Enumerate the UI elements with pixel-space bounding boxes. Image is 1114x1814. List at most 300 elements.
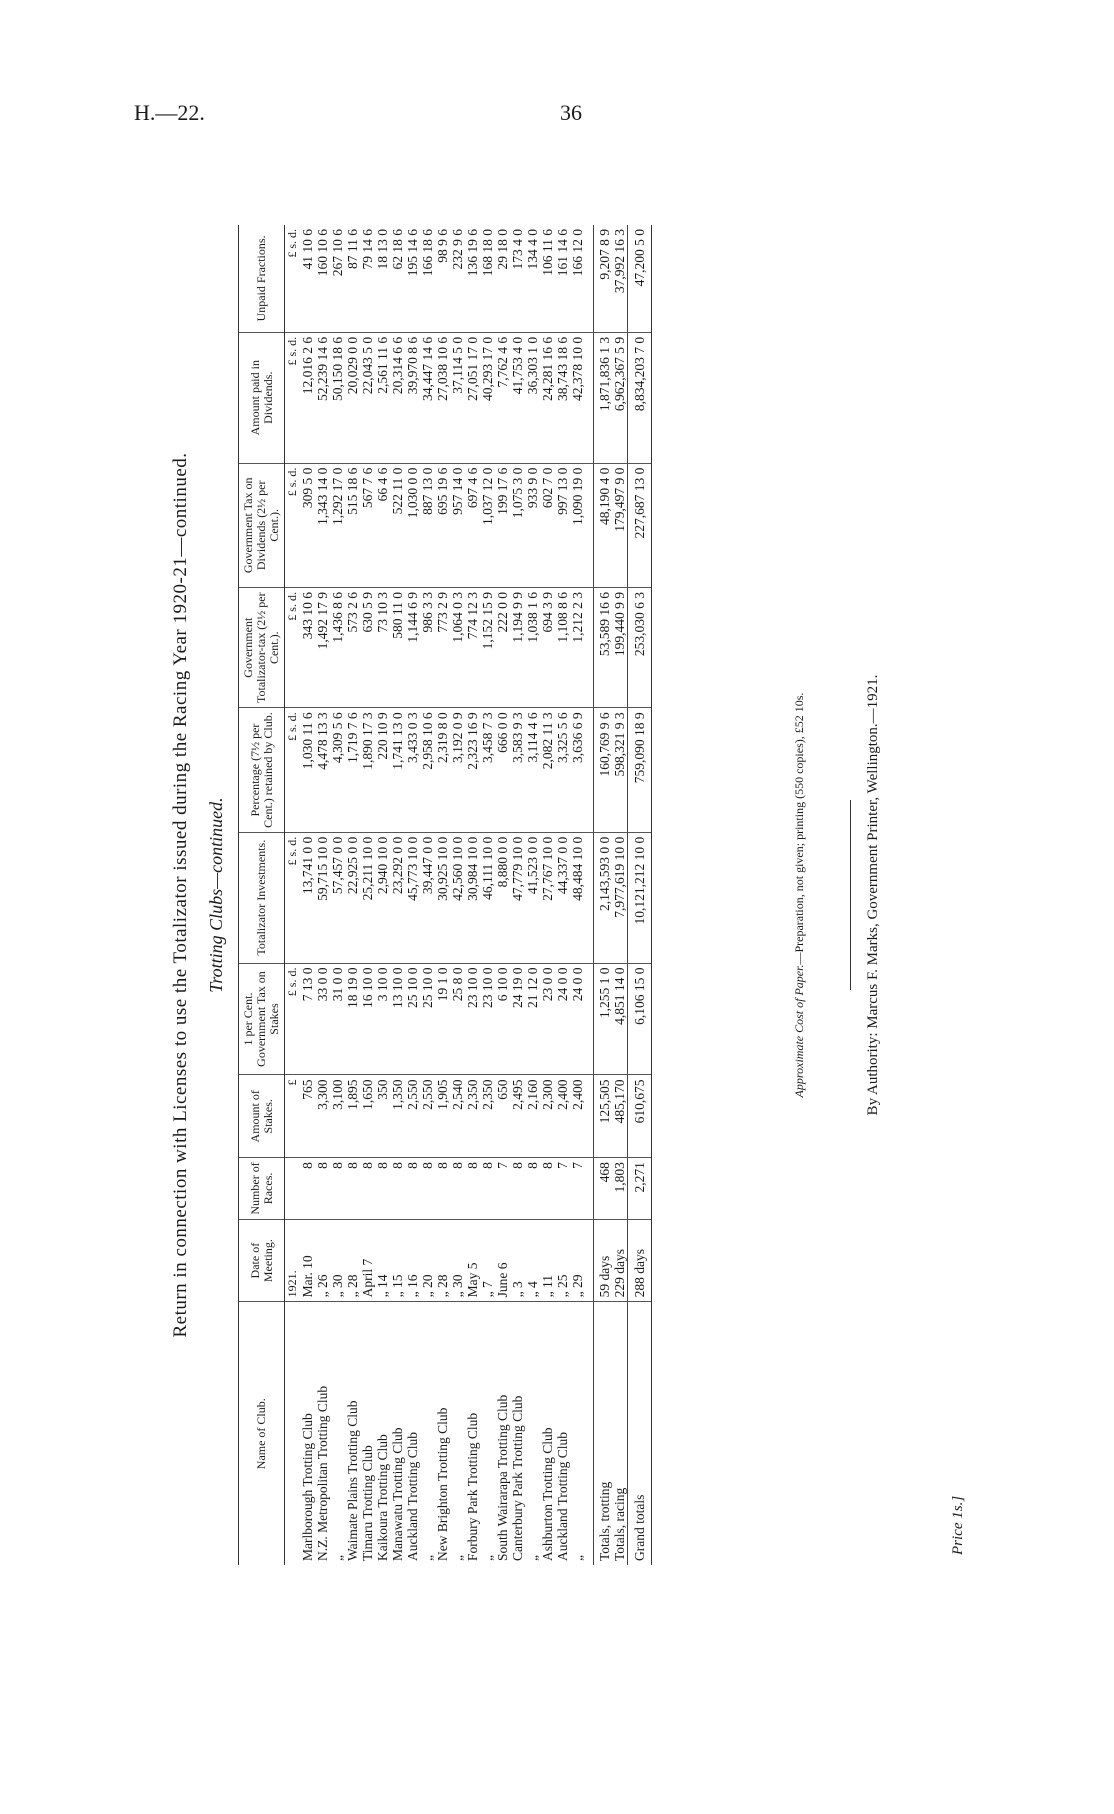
table-row bbox=[465, 225, 480, 1565]
table-cell: 44,337 0 0 bbox=[555, 832, 570, 963]
table-cell: Ashburton Trotting Club bbox=[540, 1427, 555, 1561]
table-cell: Manawatu Trotting Club bbox=[390, 1427, 405, 1561]
table-cell: 468 bbox=[594, 1158, 613, 1220]
column-header: Unpaid Fractions. bbox=[239, 225, 285, 332]
table-cell: 1,152 15 9 bbox=[480, 588, 495, 708]
table-cell: „ 7 bbox=[480, 1219, 495, 1302]
table-cell: 166 12 0 bbox=[570, 225, 585, 332]
table-cell: 179,497 9 0 bbox=[612, 463, 628, 587]
table-cell: 1,064 0 3 bbox=[450, 588, 465, 708]
table-cell: 25 10 0 bbox=[420, 963, 435, 1075]
table-cell: 24 0 0 bbox=[570, 963, 585, 1075]
table-cell: 515 18 6 bbox=[345, 463, 360, 587]
table-cell: 18 13 0 bbox=[375, 225, 390, 332]
unit-row bbox=[285, 225, 301, 1565]
table-cell: „ bbox=[480, 1555, 495, 1561]
table-cell: 1,037 12 0 bbox=[480, 463, 495, 587]
table-cell: „ 25 bbox=[555, 1219, 570, 1302]
column-header: Name of Club. bbox=[239, 1302, 285, 1565]
table-cell: Totals, trotting bbox=[594, 1302, 613, 1565]
header-code: H.—22. bbox=[134, 100, 205, 125]
table-cell: 774 12 3 bbox=[465, 588, 480, 708]
table-cell: 7 bbox=[570, 1158, 585, 1220]
table-cell: 220 10 9 bbox=[375, 708, 390, 832]
table-cell: 232 9 6 bbox=[450, 225, 465, 332]
table-cell: 40,293 17 0 bbox=[480, 332, 495, 463]
table-cell: 2,143,593 0 0 bbox=[594, 832, 613, 963]
table-cell: 957 14 0 bbox=[450, 463, 465, 587]
table-cell: 602 7 0 bbox=[540, 463, 555, 587]
table-cell: 16 10 0 bbox=[360, 963, 375, 1075]
table-cell: 2,940 10 0 bbox=[375, 832, 390, 963]
table-cell: „ 30 bbox=[450, 1219, 465, 1302]
table-cell: 1,650 bbox=[360, 1075, 375, 1158]
table-cell: 8 bbox=[315, 1158, 330, 1220]
table-cell: 42,560 10 0 bbox=[450, 832, 465, 963]
table-cell: 42,378 10 0 bbox=[570, 332, 585, 463]
table-cell: 1921. bbox=[285, 1219, 301, 1302]
table-cell: 173 4 0 bbox=[510, 225, 525, 332]
table-cell: £ s. d. bbox=[285, 463, 301, 587]
table-cell: Totals, racing bbox=[612, 1487, 627, 1561]
table-cell: 41,753 4 0 bbox=[510, 332, 525, 463]
table-cell: 34,447 14 6 bbox=[420, 332, 435, 463]
table-cell: 1,108 8 6 bbox=[555, 588, 570, 708]
table-cell: 8 bbox=[345, 1158, 360, 1220]
table-cell: 79 14 6 bbox=[360, 225, 375, 332]
table-cell: 8 bbox=[420, 1158, 435, 1220]
table-cell: „ 3 bbox=[510, 1219, 525, 1302]
table-cell: 2,495 bbox=[510, 1075, 525, 1158]
table-cell: Auckland Trotting Club bbox=[555, 1431, 570, 1561]
table-cell: 30,925 10 0 bbox=[435, 832, 450, 963]
table-cell: 46,111 10 0 bbox=[480, 832, 495, 963]
table-cell: 9,207 8 9 bbox=[594, 225, 613, 332]
table-cell: 39,447 0 0 bbox=[420, 832, 435, 963]
table-cell: 7 bbox=[555, 1158, 570, 1220]
table-cell: 22,925 0 0 bbox=[345, 832, 360, 963]
table-row bbox=[315, 225, 330, 1565]
table-cell: May 5 bbox=[465, 1219, 480, 1302]
table-cell: Marlborough Trotting Club bbox=[300, 1413, 315, 1561]
table-cell: 1,090 19 0 bbox=[570, 463, 585, 587]
table-cell: N.Z. Metropolitan Trotting Club bbox=[315, 1385, 330, 1561]
table-cell: 8 bbox=[525, 1158, 540, 1220]
table-cell: 52,239 14 6 bbox=[315, 332, 330, 463]
table-cell: 2,300 bbox=[540, 1075, 555, 1158]
table-cell: 73 10 3 bbox=[375, 588, 390, 708]
table-cell: 694 3 9 bbox=[540, 588, 555, 708]
table-cell: 2,958 10 6 bbox=[420, 708, 435, 832]
table-cell: 45,773 10 0 bbox=[405, 832, 420, 963]
table-cell: 20,029 0 0 bbox=[345, 332, 360, 463]
table-cell: 227,687 13 0 bbox=[628, 463, 652, 587]
table-cell: 8 bbox=[435, 1158, 450, 1220]
table-cell: 2,160 bbox=[525, 1075, 540, 1158]
table-cell: 6,106 15 0 bbox=[628, 963, 652, 1075]
table-cell: 2,323 16 9 bbox=[465, 708, 480, 832]
table-cell: 3,100 bbox=[330, 1075, 345, 1158]
table-row bbox=[450, 225, 465, 1565]
table-cell: 1,212 2 3 bbox=[570, 588, 585, 708]
table-cell: 567 7 6 bbox=[360, 463, 375, 587]
table-cell: 8 bbox=[405, 1158, 420, 1220]
table-cell: £ s. d. bbox=[285, 708, 301, 832]
table-cell: 30,984 10 0 bbox=[465, 832, 480, 963]
table-cell: 8 bbox=[390, 1158, 405, 1220]
table-cell: 7 13 0 bbox=[300, 963, 315, 1075]
table-cell: 24 0 0 bbox=[555, 963, 570, 1075]
divider-rule bbox=[850, 800, 851, 990]
table-cell: 53,589 16 6 bbox=[594, 588, 613, 708]
table-cell: 997 13 0 bbox=[555, 463, 570, 587]
column-header: Percentage (7½ per Cent.) retained by Club. bbox=[239, 708, 285, 832]
table-cell: 1,030 0 0 bbox=[405, 463, 420, 587]
table-cell: 19 1 0 bbox=[435, 963, 450, 1075]
table-cell: £ s. d. bbox=[285, 832, 301, 963]
table-cell: „ 11 bbox=[540, 1219, 555, 1302]
page-number: 36 bbox=[560, 100, 582, 125]
table-cell: 25 8 0 bbox=[450, 963, 465, 1075]
table-cell: „ 28 bbox=[435, 1219, 450, 1302]
table-row bbox=[345, 225, 360, 1565]
table-cell: 134 4 0 bbox=[525, 225, 540, 332]
table-cell: 666 0 0 bbox=[495, 708, 510, 832]
table-cell: 6 10 0 bbox=[495, 963, 510, 1075]
table-header-row bbox=[239, 225, 285, 1565]
table-cell: 18 19 0 bbox=[345, 963, 360, 1075]
table-cell: 8,834,203 7 0 bbox=[628, 332, 652, 463]
table-cell: 3,114 4 6 bbox=[525, 708, 540, 832]
table-cell: 598,321 9 3 bbox=[612, 708, 628, 832]
table-cell: 87 11 6 bbox=[345, 225, 360, 332]
table-cell: 2,400 bbox=[555, 1075, 570, 1158]
table-cell: 2,350 bbox=[480, 1075, 495, 1158]
table-cell: South Wairarapa Trotting Club bbox=[495, 1394, 510, 1561]
table-cell: „ 30 bbox=[330, 1219, 345, 1302]
table-cell: 41,523 0 0 bbox=[525, 832, 540, 963]
table-cell: 27,051 17 0 bbox=[465, 332, 480, 463]
table-cell: 47,200 5 0 bbox=[628, 225, 652, 332]
table-cell: 1,803 bbox=[612, 1158, 628, 1220]
table-cell: 24 19 0 bbox=[510, 963, 525, 1075]
table-cell: 160,769 9 6 bbox=[594, 708, 613, 832]
table-row bbox=[525, 225, 540, 1565]
table-cell: 8 bbox=[360, 1158, 375, 1220]
table-cell: 50,150 18 6 bbox=[330, 332, 345, 463]
table-cell: 773 2 9 bbox=[435, 588, 450, 708]
table-cell: 8,880 0 0 bbox=[495, 832, 510, 963]
table-cell: 2,350 bbox=[465, 1075, 480, 1158]
table-cell: 160 10 6 bbox=[315, 225, 330, 332]
table-cell: 37,992 16 3 bbox=[612, 225, 628, 332]
column-header: Number of Races. bbox=[239, 1158, 285, 1220]
table-cell: 125,505 bbox=[594, 1075, 613, 1158]
table-cell: 106 11 6 bbox=[540, 225, 555, 332]
table-cell: 695 19 6 bbox=[435, 463, 450, 587]
table-cell: 98 9 6 bbox=[435, 225, 450, 332]
table-cell: 4,478 13 3 bbox=[315, 708, 330, 832]
table-cell: 1,890 17 3 bbox=[360, 708, 375, 832]
table-cell: 57,457 0 0 bbox=[330, 832, 345, 963]
table-cell: 2,550 bbox=[420, 1075, 435, 1158]
table-cell: 47,779 10 0 bbox=[510, 832, 525, 963]
table-cell: 3,192 0 9 bbox=[450, 708, 465, 832]
table-cell: 8 bbox=[465, 1158, 480, 1220]
table-cell: 59,715 10 0 bbox=[315, 832, 330, 963]
table-cell: 24,281 16 6 bbox=[540, 332, 555, 463]
table-cell: Canterbury Park Trotting Club bbox=[510, 1395, 525, 1561]
table-cell: 48,190 4 0 bbox=[594, 463, 613, 587]
table-cell: 2,550 bbox=[405, 1075, 420, 1158]
table-cell: 1,255 1 0 bbox=[594, 963, 613, 1075]
table-cell bbox=[285, 1302, 301, 1565]
table-cell: Grand totals bbox=[628, 1302, 652, 1565]
table-cell: June 6 bbox=[495, 1219, 510, 1302]
table-row bbox=[300, 225, 315, 1565]
column-header: Amount paid in Dividends. bbox=[239, 332, 285, 463]
table-cell: 1,741 13 0 bbox=[390, 708, 405, 832]
table-cell: 3 10 0 bbox=[375, 963, 390, 1075]
table-cell: 8 bbox=[300, 1158, 315, 1220]
price-note: Price 1s.] bbox=[950, 1495, 966, 1555]
table-cell: 3,433 0 3 bbox=[405, 708, 420, 832]
table-cell: 23 0 0 bbox=[540, 963, 555, 1075]
table-cell: „ 16 bbox=[405, 1219, 420, 1302]
table-cell: „ 4 bbox=[525, 1219, 540, 1302]
table-cell: 2,271 bbox=[628, 1158, 652, 1220]
table-cell: 13,741 0 0 bbox=[300, 832, 315, 963]
table-cell: 23 10 0 bbox=[480, 963, 495, 1075]
table-cell: 2,561 11 6 bbox=[375, 332, 390, 463]
table-cell: 12,016 2 6 bbox=[300, 332, 315, 463]
table-row bbox=[405, 225, 420, 1565]
table-cell: 2,400 bbox=[570, 1075, 585, 1158]
table-cell: 8 bbox=[375, 1158, 390, 1220]
table-cell: 267 10 6 bbox=[330, 225, 345, 332]
table-row bbox=[435, 225, 450, 1565]
table-cell: 1,292 17 0 bbox=[330, 463, 345, 587]
table-cell: 136 19 6 bbox=[465, 225, 480, 332]
table-cell: 161 14 6 bbox=[555, 225, 570, 332]
column-header: Amount of Stakes. bbox=[239, 1075, 285, 1158]
table-cell: 1,719 7 6 bbox=[345, 708, 360, 832]
table-cell: 7 bbox=[495, 1158, 510, 1220]
table-cell: 759,090 18 9 bbox=[628, 708, 652, 832]
table-cell: 522 11 0 bbox=[390, 463, 405, 587]
table-cell: 222 0 0 bbox=[495, 588, 510, 708]
table-row bbox=[360, 225, 375, 1565]
table-cell: 7,762 4 6 bbox=[495, 332, 510, 463]
table-cell: £ s. d. bbox=[285, 963, 301, 1075]
table-cell: 25 10 0 bbox=[405, 963, 420, 1075]
table-cell: 195 14 6 bbox=[405, 225, 420, 332]
table-row bbox=[390, 225, 405, 1565]
table-cell: 166 18 6 bbox=[420, 225, 435, 332]
table-cell: £ bbox=[285, 1075, 301, 1158]
table-cell: 20,314 6 6 bbox=[390, 332, 405, 463]
table-cell: 7,977,619 10 0 bbox=[612, 832, 628, 963]
table-cell: 1,871,836 1 3 bbox=[594, 332, 613, 463]
table-cell: 48,484 10 0 bbox=[570, 832, 585, 963]
table-cell: 697 4 6 bbox=[465, 463, 480, 587]
table-cell: 66 4 6 bbox=[375, 463, 390, 587]
table-cell: 8 bbox=[540, 1158, 555, 1220]
table-cell: 933 9 0 bbox=[525, 463, 540, 587]
table-cell: 1,436 8 6 bbox=[330, 588, 345, 708]
table-cell: Kaikoura Trotting Club bbox=[375, 1434, 390, 1561]
table-cell: „ bbox=[570, 1555, 585, 1561]
totals-row bbox=[612, 225, 628, 1565]
table-cell: 2,540 bbox=[450, 1075, 465, 1158]
table-cell: 59 days bbox=[594, 1219, 613, 1302]
table-cell: 22,043 5 0 bbox=[360, 332, 375, 463]
table-row bbox=[495, 225, 510, 1565]
table-cell: 253,030 6 3 bbox=[628, 588, 652, 708]
table-cell: Timaru Trotting Club bbox=[360, 1445, 375, 1561]
table-cell: „ 14 bbox=[375, 1219, 390, 1302]
table-cell: 986 3 3 bbox=[420, 588, 435, 708]
table-cell: 8 bbox=[450, 1158, 465, 1220]
totals-row bbox=[594, 225, 613, 1565]
table-cell: 4,851 14 0 bbox=[612, 963, 628, 1075]
table-cell: 38,743 18 6 bbox=[555, 332, 570, 463]
table-cell: 199,440 9 9 bbox=[612, 588, 628, 708]
table-cell: 25,211 10 0 bbox=[360, 832, 375, 963]
document-subtitle: Trotting Clubs—continued. bbox=[206, 797, 226, 993]
table-cell: £ s. d. bbox=[285, 588, 301, 708]
table-cell: 1,075 3 0 bbox=[510, 463, 525, 587]
table-cell: 8 bbox=[330, 1158, 345, 1220]
table-cell: 41 10 6 bbox=[300, 225, 315, 332]
table-cell: „ bbox=[330, 1555, 345, 1561]
table-cell: 3,458 7 3 bbox=[480, 708, 495, 832]
table-cell: 36,303 1 0 bbox=[525, 332, 540, 463]
table-cell: Mar. 10 bbox=[300, 1219, 315, 1302]
table-cell: 8 bbox=[480, 1158, 495, 1220]
table-cell: 199 17 6 bbox=[495, 463, 510, 587]
table-cell: 33 0 0 bbox=[315, 963, 330, 1075]
table-row bbox=[540, 225, 555, 1565]
table-cell: New Brighton Trotting Club bbox=[435, 1407, 450, 1561]
table-cell: „ 26 bbox=[315, 1219, 330, 1302]
grand-total-row bbox=[628, 225, 652, 1565]
document-title: Return in connection with Licenses to use the Totalizator issued during the Racing Year 1920-21—continued. bbox=[170, 452, 191, 1338]
table-cell: 2,082 11 3 bbox=[540, 708, 555, 832]
table-row bbox=[510, 225, 525, 1565]
table-cell: 6,962,367 5 9 bbox=[612, 332, 628, 463]
table-row bbox=[420, 225, 435, 1565]
table-cell: 13 10 0 bbox=[390, 963, 405, 1075]
table-cell: 1,144 6 9 bbox=[405, 588, 420, 708]
table-row bbox=[330, 225, 345, 1565]
table-cell: 1,350 bbox=[390, 1075, 405, 1158]
table-cell: 1,030 11 6 bbox=[300, 708, 315, 832]
table-cell: Forbury Park Trotting Club bbox=[465, 1412, 480, 1561]
table-cell: 3,636 6 9 bbox=[570, 708, 585, 832]
column-header: Date of Meeting. bbox=[239, 1219, 285, 1302]
column-header: 1 per Cent. Government Tax on Stakes bbox=[239, 963, 285, 1075]
printer-authority: By Authority: Marcus F. Marks, Government Printer, Wellington.—1921. bbox=[865, 674, 881, 1116]
table-cell: 37,114 5 0 bbox=[450, 332, 465, 463]
table-cell: 62 18 6 bbox=[390, 225, 405, 332]
table-cell: 8 bbox=[510, 1158, 525, 1220]
table-cell: „ bbox=[525, 1555, 540, 1561]
table-cell: 23 10 0 bbox=[465, 963, 480, 1075]
table-cell: 1,194 9 9 bbox=[510, 588, 525, 708]
table-cell: £ s. d. bbox=[285, 225, 301, 332]
column-header: Government Totalizator-tax (2½ per Cent.). bbox=[239, 588, 285, 708]
table-cell: £ s. d. bbox=[285, 332, 301, 463]
table-cell: Auckland Trotting Club bbox=[405, 1431, 420, 1561]
table-cell: April 7 bbox=[360, 1219, 375, 1302]
table-cell: „ bbox=[450, 1555, 465, 1561]
table-cell: 31 0 0 bbox=[330, 963, 345, 1075]
table-cell: 350 bbox=[375, 1075, 390, 1158]
table-cell: „ 20 bbox=[420, 1219, 435, 1302]
table-cell: 1,343 14 0 bbox=[315, 463, 330, 587]
table-cell: 21 12 0 bbox=[525, 963, 540, 1075]
table-cell: 573 2 6 bbox=[345, 588, 360, 708]
table-cell: „ 15 bbox=[390, 1219, 405, 1302]
table-cell: 630 5 9 bbox=[360, 588, 375, 708]
cost-note-text: —Preparation, not given; printing (550 copies), £52 10s. bbox=[792, 692, 806, 965]
totalizator-return-table bbox=[238, 225, 652, 1565]
table-cell: „ bbox=[420, 1555, 435, 1561]
table-cell: 650 bbox=[495, 1075, 510, 1158]
table-row bbox=[570, 225, 585, 1565]
table-cell: 27,038 10 6 bbox=[435, 332, 450, 463]
table-cell: 765 bbox=[300, 1075, 315, 1158]
cost-note-label: Approximate Cost of Paper. bbox=[792, 964, 806, 1098]
table-cell: 168 18 0 bbox=[480, 225, 495, 332]
table-cell: 580 11 0 bbox=[390, 588, 405, 708]
table-cell: 27,767 10 0 bbox=[540, 832, 555, 963]
table-cell: 1,905 bbox=[435, 1075, 450, 1158]
table-cell: 4,309 5 6 bbox=[330, 708, 345, 832]
column-header: Totalizator Investments. bbox=[239, 832, 285, 963]
table-cell: 1,895 bbox=[345, 1075, 360, 1158]
table-cell: 2,319 8 0 bbox=[435, 708, 450, 832]
table-row bbox=[375, 225, 390, 1565]
table-cell: 39,970 8 6 bbox=[405, 332, 420, 463]
table-cell: 229 days bbox=[612, 1219, 628, 1302]
table-cell: „ 28 bbox=[345, 1219, 360, 1302]
table-cell: Waimate Plains Trotting Club bbox=[345, 1400, 360, 1561]
table-cell bbox=[285, 1158, 301, 1220]
table-row bbox=[555, 225, 570, 1565]
table-cell: 309 5 0 bbox=[300, 463, 315, 587]
table-cell: 29 18 0 bbox=[495, 225, 510, 332]
table-cell: 343 10 6 bbox=[300, 588, 315, 708]
table-cell: 288 days bbox=[628, 1219, 652, 1302]
table-cell: 3,300 bbox=[315, 1075, 330, 1158]
table-cell: 1,038 1 6 bbox=[525, 588, 540, 708]
table-row bbox=[480, 225, 495, 1565]
table-cell: „ 29 bbox=[570, 1219, 585, 1302]
spacer-row bbox=[585, 225, 594, 1565]
table-cell: 485,170 bbox=[612, 1075, 628, 1158]
table-cell: 610,675 bbox=[628, 1075, 652, 1158]
table-cell: 1,492 17 9 bbox=[315, 588, 330, 708]
table-cell: 23,292 0 0 bbox=[390, 832, 405, 963]
rotated-page-content bbox=[160, 175, 990, 1585]
column-header: Government Tax on Dividends (2½ per Cent.). bbox=[239, 463, 285, 587]
table-cell: 887 13 0 bbox=[420, 463, 435, 587]
cost-note bbox=[792, 235, 807, 1555]
table-cell: 10,121,212 10 0 bbox=[628, 832, 652, 963]
table-cell: 3,325 5 6 bbox=[555, 708, 570, 832]
